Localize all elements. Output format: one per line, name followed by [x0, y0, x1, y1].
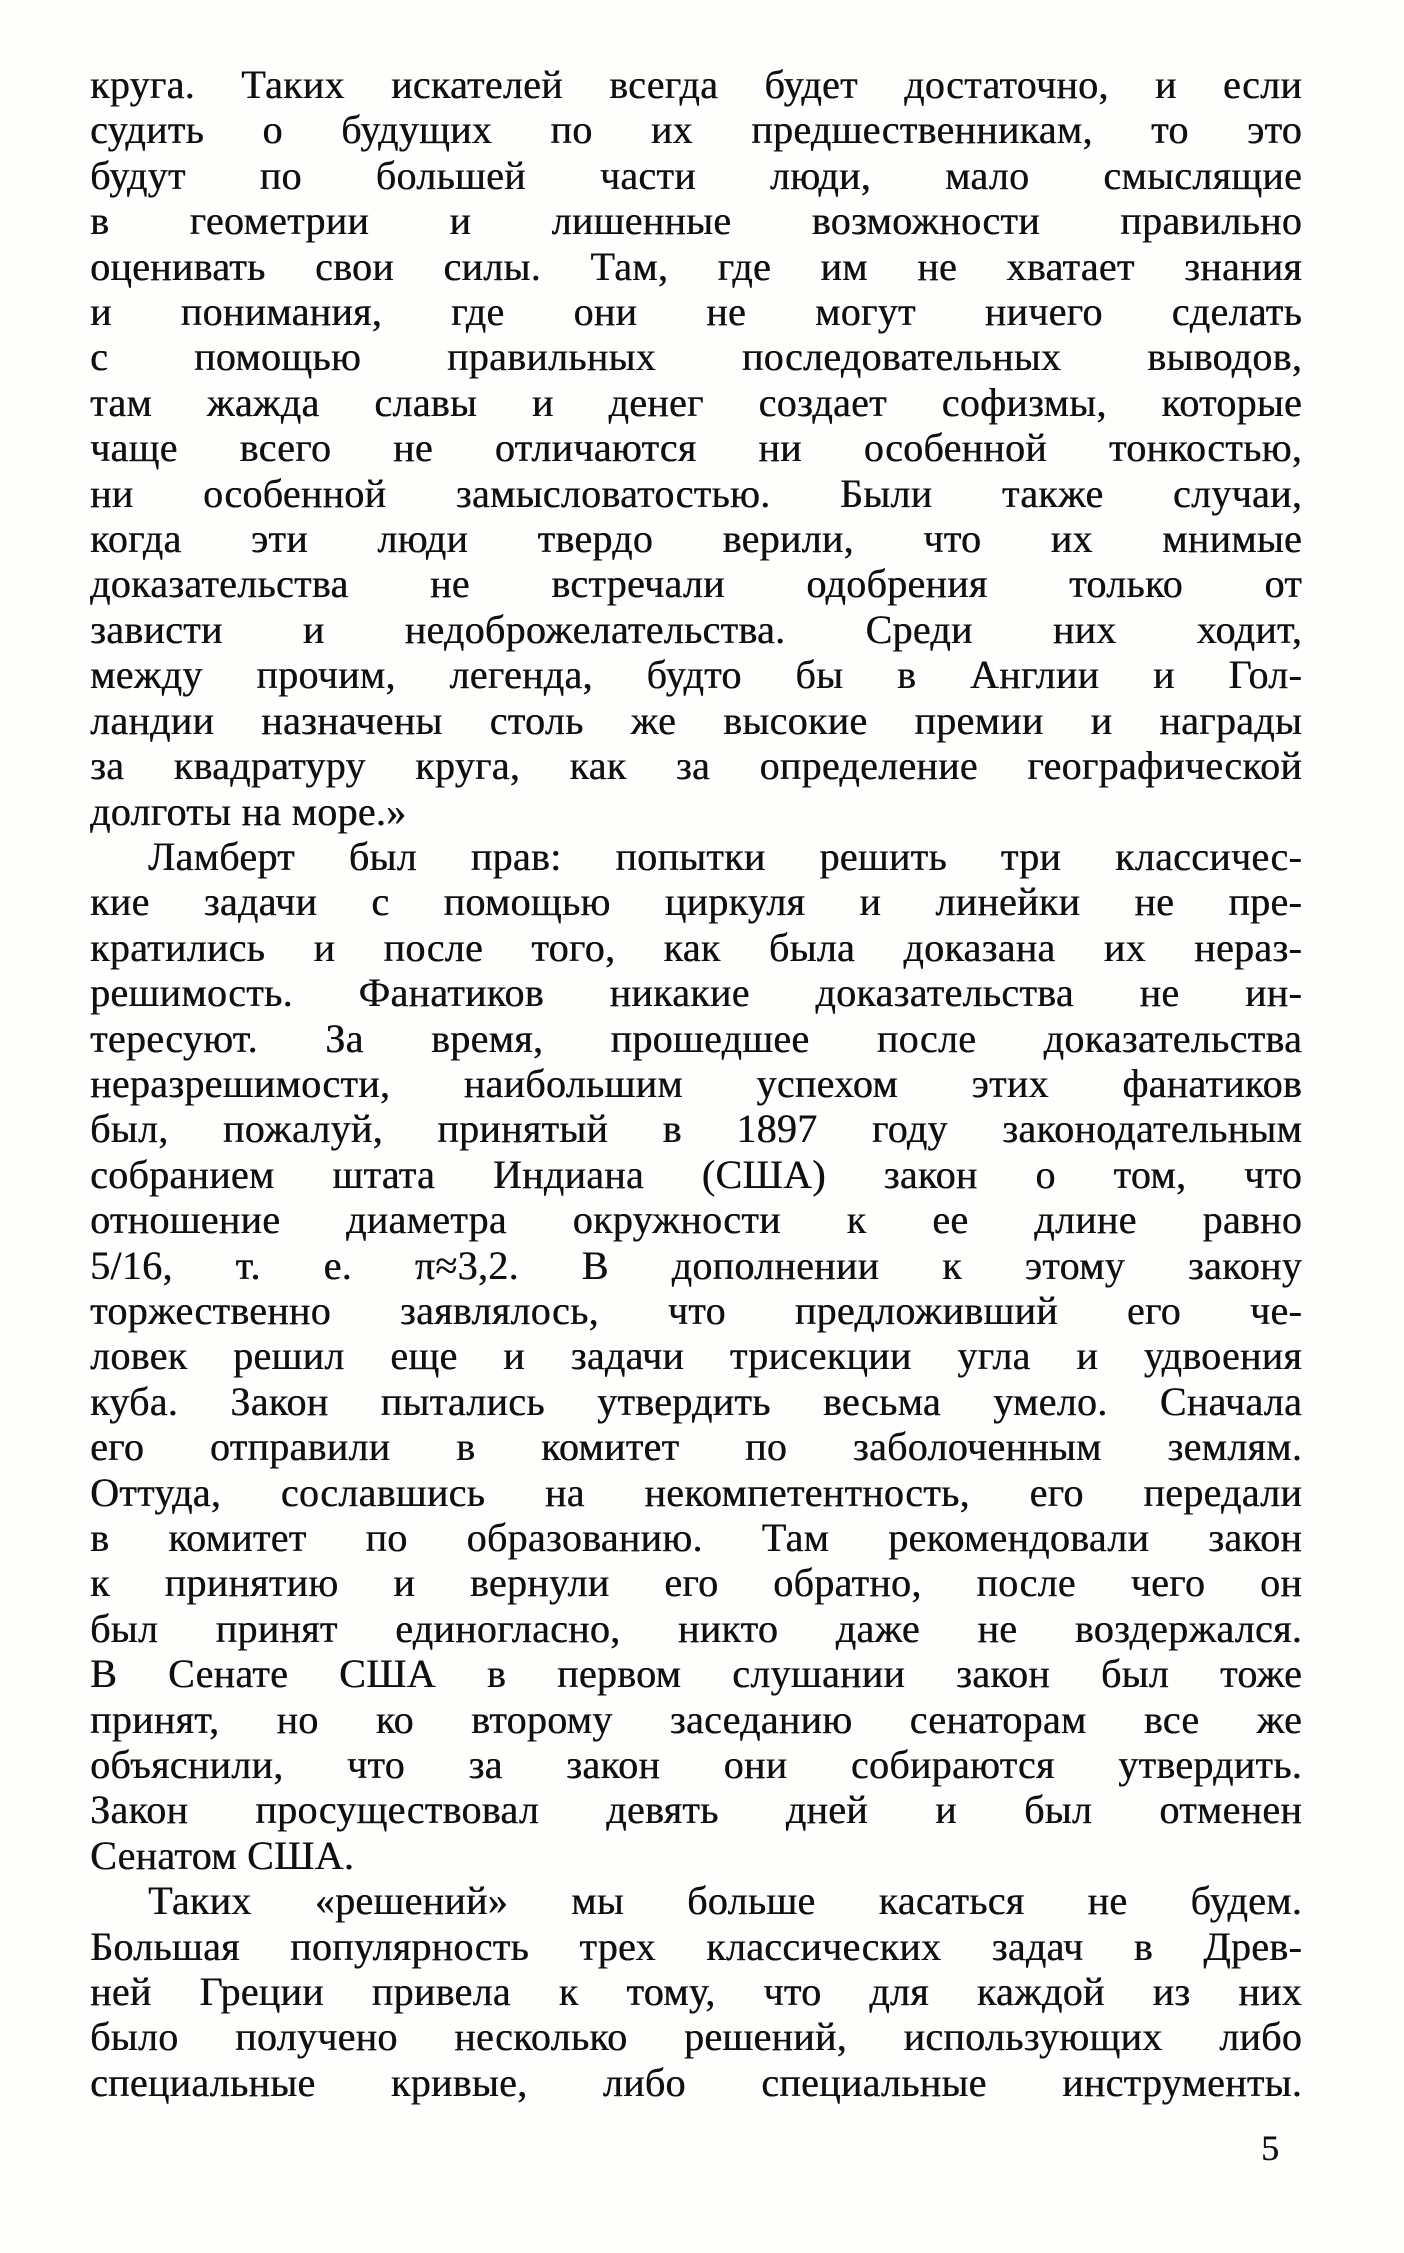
text-line: кратились и после того, как была доказана их нераз- [90, 924, 1302, 970]
text-line: когда эти люди твердо верили, что их мнимые [90, 516, 1302, 562]
text-line: ловек решил еще и задачи трисекции угла и удвоения [90, 1333, 1302, 1379]
text-line: принят, но ко второму заседанию сенаторам все же [90, 1696, 1302, 1742]
text-line: было получено несколько решений, использующих либо [90, 2014, 1302, 2060]
text-line: был принят единогласно, никто даже не воздержался. [90, 1605, 1302, 1651]
text-line: кие задачи с помощью циркуля и линейки не пре- [90, 879, 1302, 925]
text-line: ландии назначены столь же высокие премии и награды [90, 697, 1302, 743]
text-line: и понимания, где они не могут ничего сделать [90, 289, 1302, 335]
text-line: Закон просуществовал девять дней и был отменен [90, 1787, 1302, 1833]
text-line: Ламберт был прав: попытки решить три классичес- [148, 833, 1302, 879]
text-line: тересуют. За время, прошедшее после доказательства [90, 1015, 1302, 1061]
text-line: его отправили в комитет по заболоченным землям. [90, 1424, 1302, 1470]
text-line: доказательства не встречали одобрения только от [90, 561, 1302, 607]
text-line: собранием штата Индиана (США) закон о том, что [90, 1151, 1302, 1197]
text-line: к принятию и вернули его обратно, после чего он [90, 1560, 1302, 1606]
text-line: там жажда славы и денег создает софизмы, которые [90, 379, 1302, 425]
text-line: за квадратуру круга, как за определение географической [90, 743, 1302, 789]
paragraph [90, 1878, 1302, 2105]
text-line: В Сенате США в первом слушании закон был тоже [90, 1651, 1302, 1697]
text-line: куба. Закон пытались утвердить весьма умело. Сначала [90, 1378, 1302, 1424]
text-line: будут по большей части люди, мало смыслящие [90, 152, 1302, 198]
text-line: 5/16, т. е. π≈3,2. В дополнении к этому закону [90, 1242, 1302, 1288]
text-line: с помощью правильных последовательных выводов, [90, 334, 1302, 380]
page-number: 5 [1261, 2128, 1279, 2168]
text-line: ни особенной замысловатостью. Были также случаи, [90, 470, 1302, 516]
page-text [90, 62, 1302, 2105]
text-line: Большая популярность трех классических задач в Древ- [90, 1923, 1302, 1969]
text-line: Таких «решений» мы больше касаться не будем. [148, 1878, 1302, 1924]
text-line: круга. Таких искателей всегда будет достаточно, и если [90, 62, 1302, 107]
paragraph [90, 834, 1302, 1878]
text-line: неразрешимости, наибольшим успехом этих фанатиков [90, 1060, 1302, 1106]
text-line: специальные кривые, либо специальные инструменты. [90, 2059, 1302, 2105]
text-line: зависти и недоброжелательства. Среди них ходит, [90, 606, 1302, 652]
paragraph [90, 62, 1302, 834]
text-line: отношение диаметра окружности к ее длине равно [90, 1197, 1302, 1243]
text-line: в геометрии и лишенные возможности правильно [90, 198, 1302, 244]
text-line: оценивать свои силы. Там, где им не хватает знания [90, 243, 1302, 289]
text-line: торжественно заявлялось, что предложивший его че- [90, 1287, 1302, 1333]
text-line: решимость. Фанатиков никакие доказательства не ин- [90, 970, 1302, 1016]
text-line: ней Греции привела к тому, что для каждой из них [90, 1969, 1302, 2015]
text-line: был, пожалуй, принятый в 1897 году законодательным [90, 1106, 1302, 1152]
text-line: чаще всего не отличаются ни особенной тонкостью, [90, 425, 1302, 471]
text-line: объяснили, что за закон они собираются утвердить. [90, 1742, 1302, 1788]
text-line: Оттуда, сославшись на некомпетентность, его передали [90, 1469, 1302, 1515]
text-line: Сенатом США. [90, 1832, 355, 1878]
text-line: в комитет по образованию. Там рекомендовали закон [90, 1515, 1302, 1560]
text-line: судить о будущих по их предшественникам, то это [90, 107, 1302, 153]
text-line: долготы на море.» [90, 788, 407, 834]
text-line: между прочим, легенда, будто бы в Англии и Гол- [90, 652, 1302, 698]
